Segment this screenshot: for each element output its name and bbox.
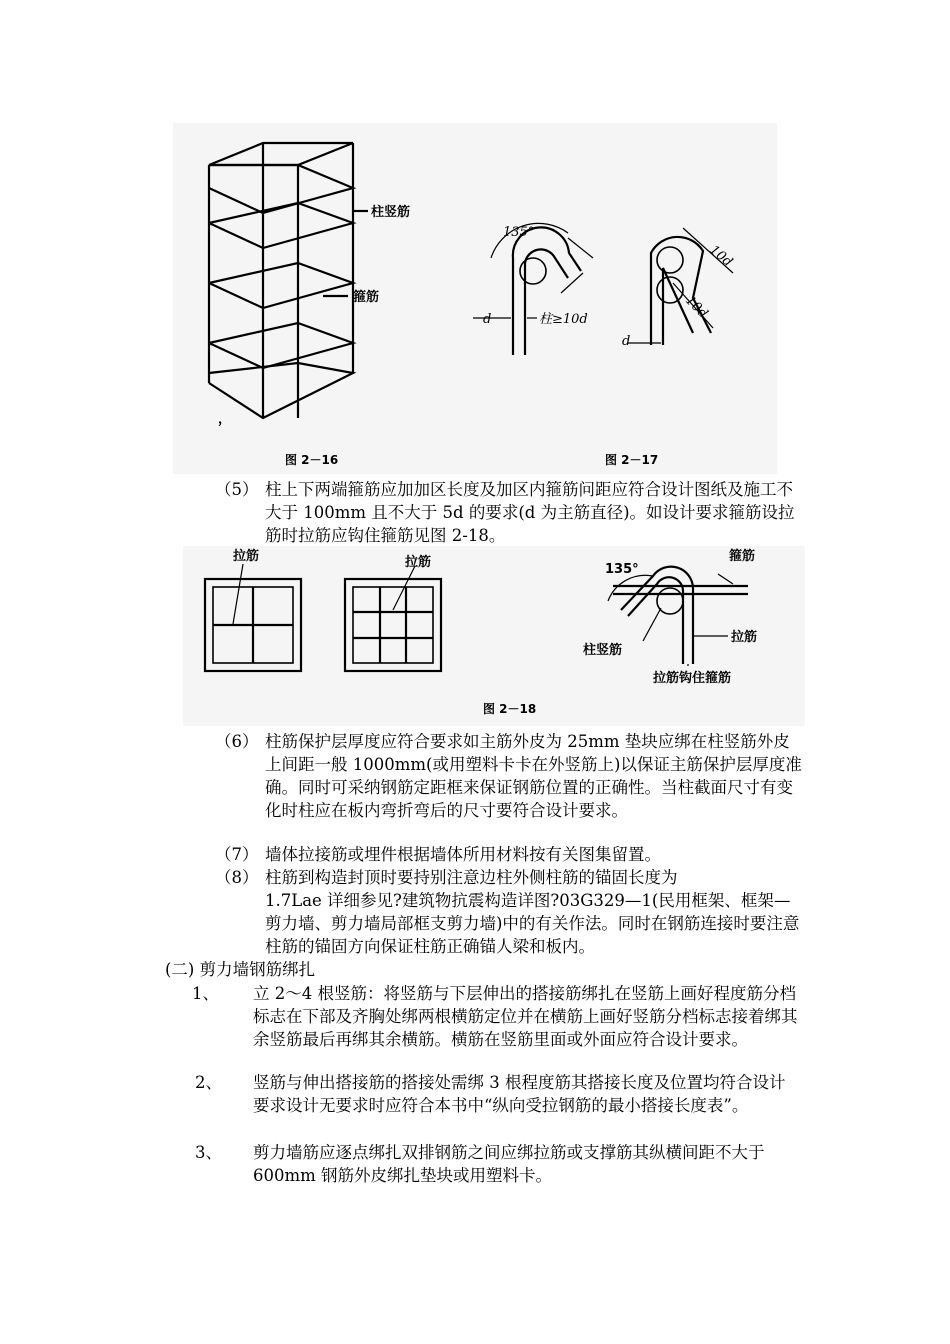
- caption-2-17: 图 2－17: [605, 453, 659, 467]
- label-135: 135°: [503, 225, 535, 240]
- label-stirrup: 箍筋: [729, 549, 756, 564]
- s2-number: 2、: [195, 1073, 222, 1092]
- item8-line1: 柱筋到构造封顶时要持别注意边柱外侧柱筋的锚固长度为: [265, 868, 678, 887]
- label-10d-b: 10d: [682, 293, 711, 322]
- label-stirrup: 箍筋: [353, 290, 380, 305]
- s1-text: 立 2～4 根竖筋：将竖筋与下层伸出的搭接筋绑扎在竖筋上画好程度筋分档标志在下部及齐胸处绑两根横筋定位并在横筋上画好竖筋分档标志接着绑其余竖筋最后再绑其余横筋。横筋在竖筋里面或外面应符合设计要求。: [253, 984, 798, 1049]
- s3-text: 剪力墙筋应逐点绑扎双排钢筋之间应绑拉筋或支撑筋其纵横间距不大于 600mm 钢筋外皮绑扎垫块或用塑料卡。: [253, 1143, 765, 1185]
- caption-2-18: 图 2－18: [483, 702, 537, 716]
- item7-number: （7）: [215, 845, 259, 864]
- label-tie: 拉筋: [731, 630, 758, 645]
- s2-text: 竖筋与伸出搭接筋的搭接处需绑 3 根程度筋其搭接长度及位置均符合设计要求设计无要求时应符合本书中“纵向受拉钢筋的最小搭接长度表”。: [253, 1073, 786, 1115]
- figure-2-18: [183, 546, 805, 726]
- label-tie-1: 拉筋: [233, 549, 260, 564]
- label-tie-hook: 拉筋钩住箍筋: [653, 671, 732, 686]
- label-column-bars: 柱竖筋: [371, 205, 411, 220]
- item5-text: 柱上下两端箍筋应加加区长度及加区内箍筋问距应符合设计图纸及施工不大于 100mm 且不大于 5d 的要求(d 为主筋直径)。如设计要求箍筋设拉筋时拉筋应钩住箍筋见图 2-18。: [265, 480, 795, 545]
- figure-2-16-2-17: [173, 123, 777, 474]
- item6-text: 柱筋保护层厚度应符合要求如主筋外皮为 25mm 垫块应绑在柱竖筋外皮上间距一般 1000mm(或用塑料卡卡在外竖筋上)以保证主筋保护层厚度准确。同时可采纳钢筋定距框来保证钢筋位置的正确性。当柱截面尺寸有变化时柱应在板内弯折弯后的尺寸要符合设计要求。: [265, 732, 802, 820]
- label-column-bar: 柱竖筋: [583, 643, 623, 658]
- item5-number: （5）: [215, 480, 259, 499]
- section2-heading: (二) 剪力墙钢筋绑扎: [165, 960, 316, 979]
- rebar-diagram-mid: [183, 546, 805, 726]
- s1-number: 1、: [192, 984, 219, 1003]
- item8-rest: 1.7Lae 详细参见?建筑物抗震构造详图?03G329—1(民用框架、框架—剪力墙、剪力墙局部框支剪力墙)中的有关作法。同时在钢筋连接时要注意柱筋的锚固方向保证柱筋正确锚人梁和板内。: [265, 891, 800, 956]
- left-tick: ，: [218, 412, 232, 427]
- item6-number: （6）: [215, 732, 259, 751]
- label-135: 135°: [605, 562, 639, 577]
- item8-number: （8）: [215, 868, 259, 887]
- label-10d-a: 10d: [706, 242, 736, 271]
- rebar-diagram-top: [173, 123, 777, 474]
- label-d1: d: [483, 312, 492, 327]
- item7-text: 墙体拉接筋或埋件根据墙体所用材料按有关图集留置。: [265, 845, 661, 864]
- label-column-len: 柱≥10d: [539, 312, 588, 327]
- label-tie-2: 拉筋: [405, 555, 432, 570]
- s3-number: 3、: [195, 1143, 222, 1162]
- label-d2: d: [622, 334, 631, 349]
- caption-2-16: 图 2－16: [285, 453, 339, 467]
